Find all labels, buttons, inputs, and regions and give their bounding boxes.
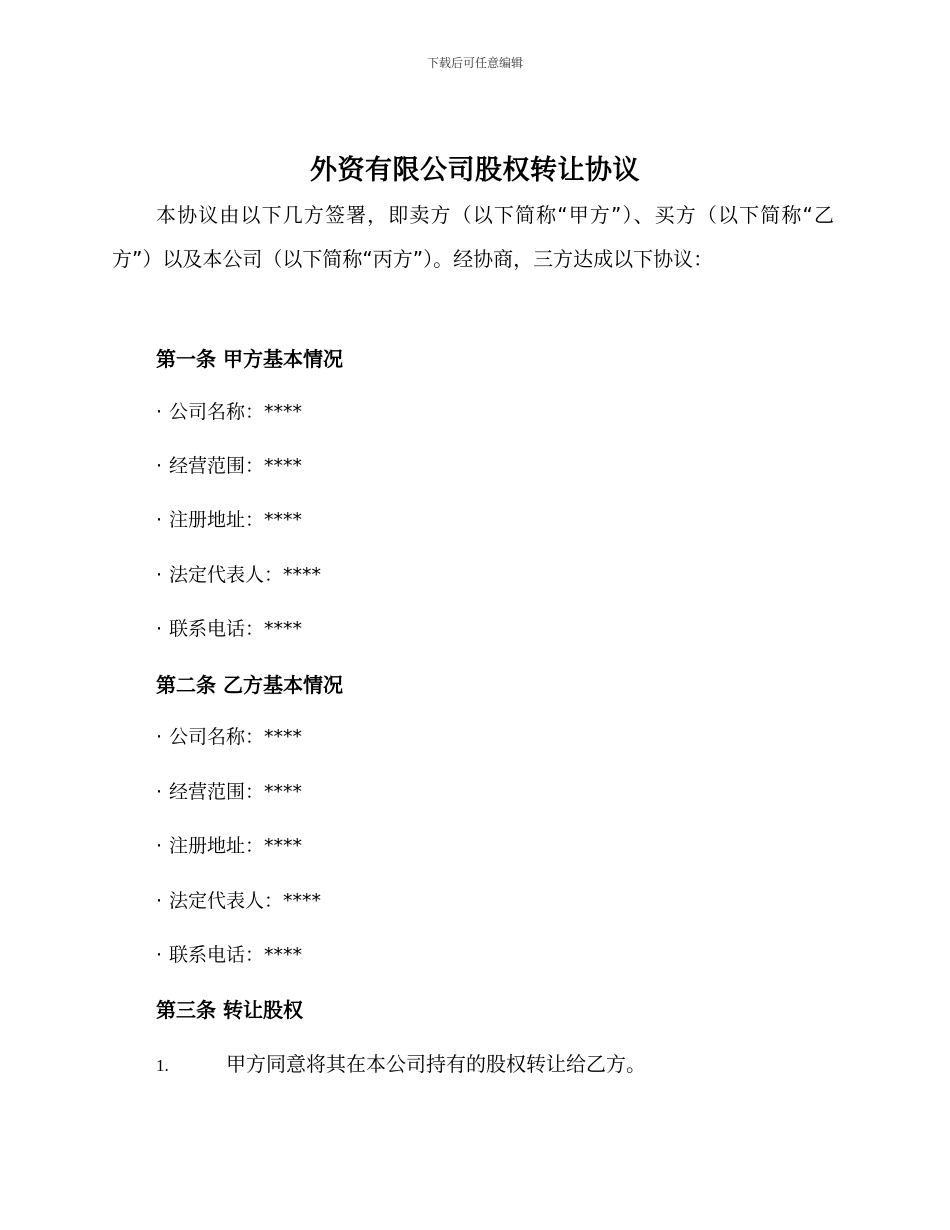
bullet-icon: · bbox=[156, 835, 163, 857]
bullet-icon: · bbox=[156, 726, 163, 748]
document-title: 外资有限公司股权转让协议 bbox=[310, 155, 640, 186]
list-item: · 法定代表人：**** bbox=[156, 564, 322, 586]
bullet-icon: · bbox=[156, 564, 163, 586]
bullet-icon: · bbox=[156, 618, 163, 640]
list-item: · 注册地址：**** bbox=[156, 835, 303, 857]
bullet-icon: · bbox=[156, 890, 163, 912]
bullet-icon: · bbox=[156, 455, 163, 477]
list-item: · 法定代表人：**** bbox=[156, 890, 322, 912]
bullet-icon: · bbox=[156, 944, 163, 966]
section-title-transfer: 第三条 转让股权 bbox=[156, 998, 303, 1022]
numbered-item bbox=[156, 1048, 646, 1077]
list-item: · 经营范围：**** bbox=[156, 781, 303, 803]
bullet-icon: · bbox=[156, 401, 163, 423]
bullet-icon: · bbox=[156, 509, 163, 531]
list-item: · 联系电话：**** bbox=[156, 618, 303, 640]
list-item: · 联系电话：**** bbox=[156, 944, 303, 966]
page-header: 下载后可任意编辑 bbox=[426, 56, 523, 70]
item-number: 1. bbox=[156, 1056, 169, 1075]
list-item: · 经营范围：**** bbox=[156, 455, 303, 477]
list-item: · 公司名称：**** bbox=[156, 401, 303, 423]
section-title-party-b: 第二条 乙方基本情况 bbox=[156, 673, 343, 697]
list-item: · 公司名称：**** bbox=[156, 726, 303, 748]
bullet-icon: · bbox=[156, 781, 163, 803]
list-item: · 注册地址：**** bbox=[156, 509, 303, 531]
intro-paragraph: 本协议由以下几方签署，即卖方（以下简称“甲方”）、买方（以下简称“乙方”）以及本公司（以下简称“丙方”）。经协商，三方达成以下协议： bbox=[112, 203, 834, 271]
section-title-party-a: 第一条 甲方基本情况 bbox=[156, 347, 343, 371]
item-text: 甲方同意将其在本公司持有的股权转让给乙方。 bbox=[226, 1052, 646, 1076]
